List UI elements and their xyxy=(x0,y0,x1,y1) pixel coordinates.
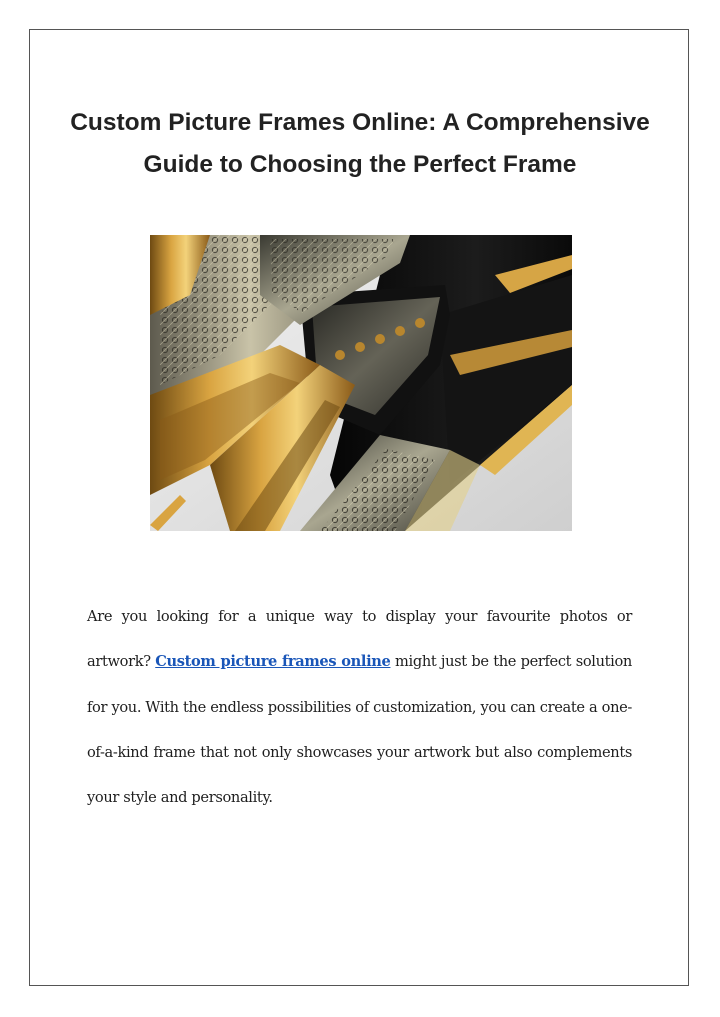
custom-picture-frames-link[interactable]: Custom picture frames online xyxy=(155,653,391,671)
paragraph-text-after-link: might just be the perfect solution for you. With the endless possibilities of customization, you can create a one-of-a-kind frame that not only showcases your artwork but also complements your style and personality. xyxy=(87,653,632,807)
document-title: Custom Picture Frames Online: A Comprehensive Guide to Choosing the Perfect Frame xyxy=(70,109,650,178)
paragraph-text-before-link: Are you looking for a unique way to display your favourite photos or artwork? xyxy=(87,608,632,671)
document-page xyxy=(29,29,689,986)
picture-frames-photo xyxy=(150,235,572,531)
intro-paragraph xyxy=(87,594,632,820)
